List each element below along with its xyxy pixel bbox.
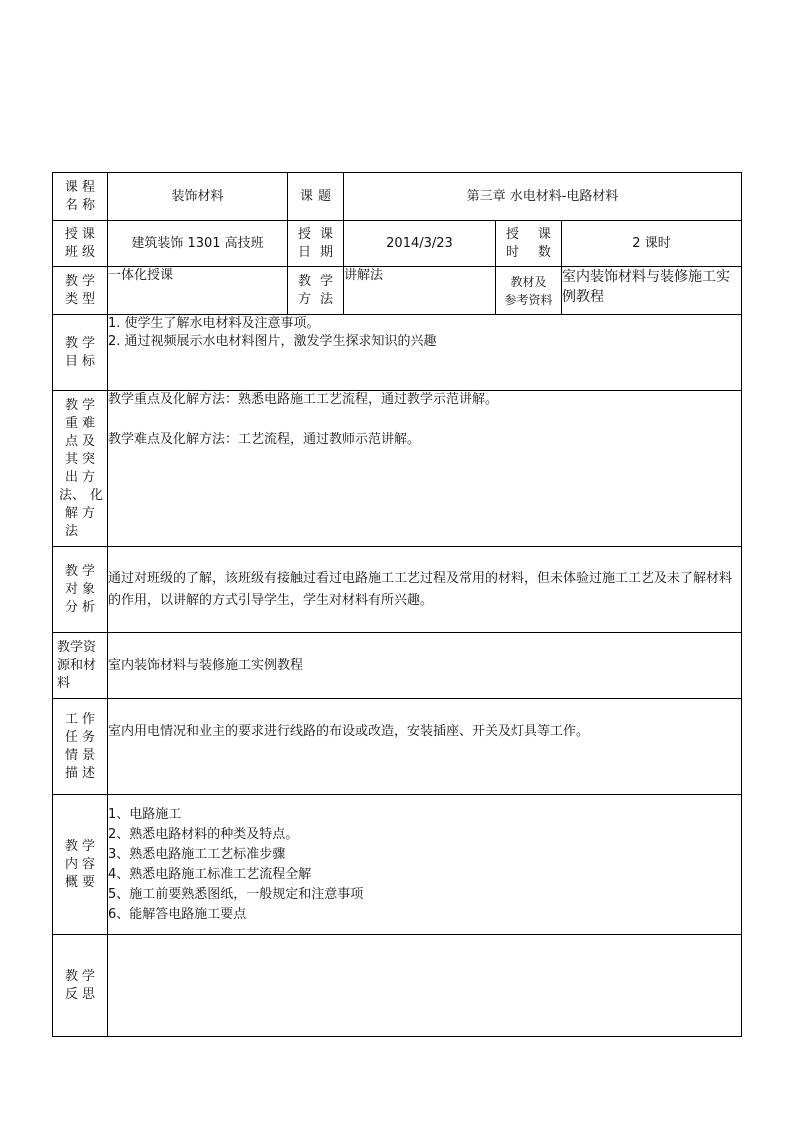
key-points-content (108, 391, 742, 547)
content-summary (108, 795, 742, 935)
method-label: 教 学 方 法 (288, 267, 344, 315)
content-item: 5、施工前要熟悉图纸，一般规定和注意事项 (108, 886, 364, 902)
content-item: 4、熟悉电路施工标准工艺流程全解 (108, 866, 312, 882)
row-reflection (53, 935, 742, 1037)
row-key-points (53, 391, 742, 547)
hours-value: 2 课时 (562, 221, 742, 267)
analysis-label: 教 学 对 象 分 析 (53, 547, 108, 633)
reflection-content (108, 935, 742, 1037)
key-points-label: 教 学 重 难 点 及 其 突 出 方 法、 化 解 方 法 (53, 391, 108, 547)
date-label: 授 课 日 期 (288, 221, 344, 267)
date-value: 2014/3/23 (344, 221, 496, 267)
reference-value: 室内装饰材料与装修施工实例教程 (562, 267, 742, 315)
row-resources (53, 633, 742, 699)
row-course (53, 173, 742, 221)
difficult-point-line: 教学难点及化解方法：工艺流程，通过教师示范讲解。 (108, 432, 421, 447)
row-objectives (53, 315, 742, 391)
analysis-content: 通过对班级的了解，该班级有接触过看过电路施工工艺过程及常用的材料，但未体验过施工工艺及未了解材料的作用，以讲解的方式引导学生，学生对材料有所兴趣。 (108, 547, 742, 633)
type-label: 教 学 类 型 (53, 267, 108, 315)
reference-label: 教材及 参考资料 (496, 267, 562, 315)
row-content (53, 795, 742, 935)
content-label: 教 学 内 容 概 要 (53, 795, 108, 935)
type-value: 一体化授课 (108, 267, 288, 315)
objectives-label: 教 学 目 标 (53, 315, 108, 391)
resources-content: 室内装饰材料与装修施工实例教程 (108, 633, 742, 699)
content-item: 2、熟悉电路材料的种类及特点。 (108, 826, 299, 842)
course-name-label: 课 程 名 称 (53, 173, 108, 221)
objective-item: 2. 通过视频展示水电材料图片，激发学生探求知识的兴趣 (108, 334, 437, 349)
content-item: 1、电路施工 (108, 806, 182, 822)
row-class (53, 221, 742, 267)
content-item: 6、能解答电路施工要点 (108, 906, 247, 922)
class-value: 建筑装饰 1301 高技班 (108, 221, 288, 267)
row-analysis (53, 547, 742, 633)
objectives-content (108, 315, 742, 391)
task-label: 工 作 任 务 情 景 描 述 (53, 699, 108, 795)
method-value: 讲解法 (344, 267, 496, 315)
objective-item: 1. 使学生了解水电材料及注意事项。 (108, 316, 320, 331)
topic-value: 第三章 水电材料-电路材料 (344, 173, 742, 221)
row-task (53, 699, 742, 795)
hours-label: 授 课 时 数 (496, 221, 562, 267)
resources-label: 教学资 源和材 料 (53, 633, 108, 699)
task-content: 室内用电情况和业主的要求进行线路的布设或改造，安装插座、开关及灯具等工作。 (108, 699, 742, 795)
class-label: 授 课 班 级 (53, 221, 108, 267)
row-type (53, 267, 742, 315)
reflection-label: 教 学 反 思 (53, 935, 108, 1037)
topic-label: 课 题 (288, 173, 344, 221)
content-item: 3、熟悉电路施工工艺标准步骤 (108, 846, 286, 862)
key-point-line: 教学重点及化解方法：熟悉电路施工工艺流程，通过教学示范讲解。 (108, 392, 499, 407)
course-name-value: 装饰材料 (108, 173, 288, 221)
lesson-plan-table (52, 172, 742, 1037)
